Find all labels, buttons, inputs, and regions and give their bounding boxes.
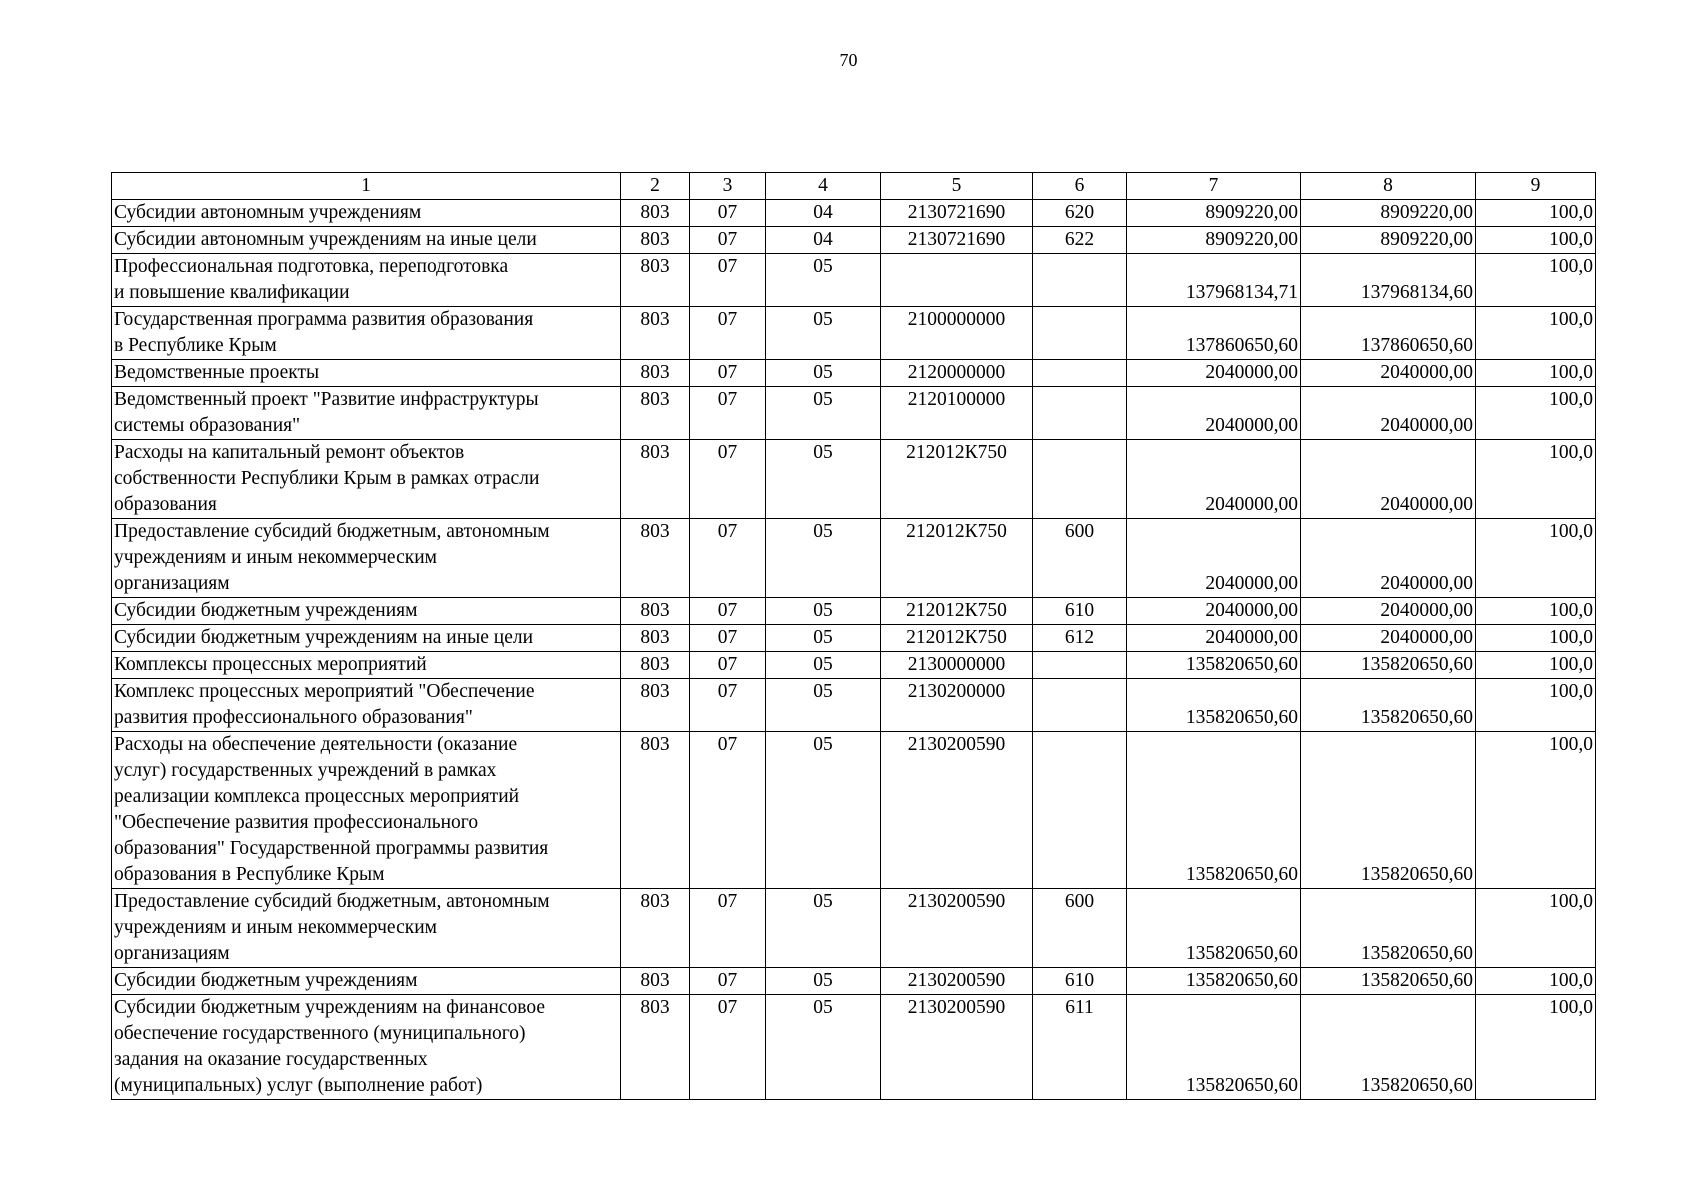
row-description: Государственная программа развития образования в Республике Крым xyxy=(112,307,621,360)
row-code-target: 2100000000 xyxy=(881,307,1033,360)
row-percent-executed: 100,0 xyxy=(1476,519,1596,598)
row-amount-planned: 137968134,71 xyxy=(1127,254,1301,307)
row-code-target: 212012К750 xyxy=(881,519,1033,598)
header-cell: 2 xyxy=(621,173,690,200)
row-code-expense-type: 610 xyxy=(1033,598,1127,625)
budget-table xyxy=(111,172,1596,1100)
row-amount-executed: 2040000,00 xyxy=(1301,598,1476,625)
row-code-expense-type xyxy=(1033,440,1127,519)
row-code-section: 07 xyxy=(690,387,766,440)
row-code-expense-type xyxy=(1033,387,1127,440)
header-cell: 3 xyxy=(690,173,766,200)
row-code-section: 07 xyxy=(690,968,766,995)
row-code-subsection: 05 xyxy=(766,625,881,652)
row-amount-executed: 2040000,00 xyxy=(1301,625,1476,652)
row-amount-executed: 137968134,60 xyxy=(1301,254,1476,307)
row-description: Ведомственные проекты xyxy=(112,360,621,387)
row-percent-executed: 100,0 xyxy=(1476,889,1596,968)
row-amount-planned: 8909220,00 xyxy=(1127,227,1301,254)
row-code-expense-type: 620 xyxy=(1033,200,1127,227)
row-code-subsection: 05 xyxy=(766,519,881,598)
row-amount-executed: 135820650,60 xyxy=(1301,889,1476,968)
row-description: Расходы на обеспечение деятельности (оказание услуг) государственных учреждений в рамках реализации комплекса процессных мероприятий "Обеспечение развития профессионального образования" Государственной программы развития образования в Республике Крым xyxy=(112,732,621,889)
row-code-section: 07 xyxy=(690,254,766,307)
row-description: Комплексы процессных мероприятий xyxy=(112,652,621,679)
table-row xyxy=(112,227,1596,254)
table-row xyxy=(112,968,1596,995)
row-code-target: 212012К750 xyxy=(881,440,1033,519)
row-amount-planned: 135820650,60 xyxy=(1127,732,1301,889)
row-amount-executed: 137860650,60 xyxy=(1301,307,1476,360)
row-code-subsection: 05 xyxy=(766,254,881,307)
row-code-subsection: 05 xyxy=(766,440,881,519)
table-row xyxy=(112,387,1596,440)
row-percent-executed: 100,0 xyxy=(1476,440,1596,519)
row-amount-executed: 135820650,60 xyxy=(1301,968,1476,995)
row-amount-executed: 2040000,00 xyxy=(1301,440,1476,519)
row-amount-executed: 135820650,60 xyxy=(1301,995,1476,1100)
row-code-ministry: 803 xyxy=(621,519,690,598)
header-cell: 4 xyxy=(766,173,881,200)
row-code-ministry: 803 xyxy=(621,679,690,732)
row-code-ministry: 803 xyxy=(621,732,690,889)
header-cell: 6 xyxy=(1033,173,1127,200)
row-code-section: 07 xyxy=(690,519,766,598)
row-code-ministry: 803 xyxy=(621,200,690,227)
row-code-expense-type xyxy=(1033,360,1127,387)
row-code-target: 2130200590 xyxy=(881,889,1033,968)
row-code-ministry: 803 xyxy=(621,652,690,679)
row-amount-planned: 2040000,00 xyxy=(1127,625,1301,652)
table-row xyxy=(112,652,1596,679)
row-code-ministry: 803 xyxy=(621,995,690,1100)
header-row xyxy=(112,173,1596,200)
table-row xyxy=(112,995,1596,1100)
row-code-section: 07 xyxy=(690,889,766,968)
row-code-ministry: 803 xyxy=(621,625,690,652)
row-amount-planned: 137860650,60 xyxy=(1127,307,1301,360)
row-percent-executed: 100,0 xyxy=(1476,625,1596,652)
table-row xyxy=(112,732,1596,889)
row-code-expense-type: 600 xyxy=(1033,519,1127,598)
row-code-section: 07 xyxy=(690,360,766,387)
row-code-expense-type: 622 xyxy=(1033,227,1127,254)
row-amount-executed: 8909220,00 xyxy=(1301,200,1476,227)
header-cell: 5 xyxy=(881,173,1033,200)
row-code-subsection: 05 xyxy=(766,995,881,1100)
row-percent-executed: 100,0 xyxy=(1476,254,1596,307)
row-code-subsection: 05 xyxy=(766,968,881,995)
row-code-target: 2120000000 xyxy=(881,360,1033,387)
table-row xyxy=(112,307,1596,360)
row-amount-planned: 135820650,60 xyxy=(1127,968,1301,995)
row-description: Комплекс процессных мероприятий "Обеспечение развития профессионального образования" xyxy=(112,679,621,732)
row-percent-executed: 100,0 xyxy=(1476,598,1596,625)
row-percent-executed: 100,0 xyxy=(1476,652,1596,679)
row-code-target xyxy=(881,254,1033,307)
row-description: Профессиональная подготовка, переподготовка и повышение квалификации xyxy=(112,254,621,307)
row-code-target: 212012К750 xyxy=(881,625,1033,652)
row-code-target: 2130000000 xyxy=(881,652,1033,679)
row-code-section: 07 xyxy=(690,200,766,227)
header-cell: 1 xyxy=(112,173,621,200)
row-percent-executed: 100,0 xyxy=(1476,360,1596,387)
table-row xyxy=(112,519,1596,598)
row-code-subsection: 05 xyxy=(766,598,881,625)
row-code-section: 07 xyxy=(690,307,766,360)
row-code-target: 2130200590 xyxy=(881,995,1033,1100)
row-amount-executed: 2040000,00 xyxy=(1301,519,1476,598)
row-percent-executed: 100,0 xyxy=(1476,200,1596,227)
row-code-expense-type xyxy=(1033,732,1127,889)
header-cell: 9 xyxy=(1476,173,1596,200)
table-row xyxy=(112,679,1596,732)
row-description: Субсидии бюджетным учреждениям xyxy=(112,968,621,995)
row-code-target: 2130721690 xyxy=(881,200,1033,227)
table-row xyxy=(112,625,1596,652)
row-code-expense-type: 600 xyxy=(1033,889,1127,968)
table-row xyxy=(112,360,1596,387)
row-code-subsection: 04 xyxy=(766,200,881,227)
row-percent-executed: 100,0 xyxy=(1476,387,1596,440)
row-code-target: 2130200590 xyxy=(881,732,1033,889)
row-code-expense-type xyxy=(1033,652,1127,679)
row-code-ministry: 803 xyxy=(621,227,690,254)
row-code-ministry: 803 xyxy=(621,598,690,625)
row-percent-executed: 100,0 xyxy=(1476,732,1596,889)
row-code-expense-type: 612 xyxy=(1033,625,1127,652)
page-number: 70 xyxy=(839,50,858,70)
row-amount-executed: 2040000,00 xyxy=(1301,387,1476,440)
row-code-subsection: 05 xyxy=(766,889,881,968)
row-amount-planned: 2040000,00 xyxy=(1127,387,1301,440)
table-body xyxy=(112,200,1596,1100)
row-amount-executed: 135820650,60 xyxy=(1301,732,1476,889)
header-cell: 8 xyxy=(1301,173,1476,200)
row-amount-planned: 2040000,00 xyxy=(1127,598,1301,625)
row-description: Расходы на капитальный ремонт объектов собственности Республики Крым в рамках отрасли образования xyxy=(112,440,621,519)
row-amount-executed: 2040000,00 xyxy=(1301,360,1476,387)
row-description: Субсидии автономным учреждениям на иные цели xyxy=(112,227,621,254)
row-code-section: 07 xyxy=(690,679,766,732)
row-code-section: 07 xyxy=(690,732,766,889)
row-code-subsection: 05 xyxy=(766,307,881,360)
row-amount-executed: 135820650,60 xyxy=(1301,679,1476,732)
row-code-ministry: 803 xyxy=(621,387,690,440)
row-description: Субсидии автономным учреждениям xyxy=(112,200,621,227)
row-code-section: 07 xyxy=(690,995,766,1100)
row-code-subsection: 05 xyxy=(766,652,881,679)
row-code-expense-type xyxy=(1033,307,1127,360)
row-code-subsection: 05 xyxy=(766,387,881,440)
row-amount-planned: 2040000,00 xyxy=(1127,519,1301,598)
row-code-target: 2130200000 xyxy=(881,679,1033,732)
row-amount-planned: 8909220,00 xyxy=(1127,200,1301,227)
row-amount-planned: 135820650,60 xyxy=(1127,652,1301,679)
row-code-subsection: 05 xyxy=(766,360,881,387)
header-cell: 7 xyxy=(1127,173,1301,200)
table-row xyxy=(112,598,1596,625)
row-code-target: 2130200590 xyxy=(881,968,1033,995)
row-code-ministry: 803 xyxy=(621,307,690,360)
row-description: Субсидии бюджетным учреждениям xyxy=(112,598,621,625)
row-code-target: 2130721690 xyxy=(881,227,1033,254)
row-code-section: 07 xyxy=(690,625,766,652)
row-description: Предоставление субсидий бюджетным, автономным учреждениям и иным некоммерческим организациям xyxy=(112,889,621,968)
row-amount-planned: 2040000,00 xyxy=(1127,360,1301,387)
row-code-ministry: 803 xyxy=(621,440,690,519)
table-row xyxy=(112,254,1596,307)
row-code-target: 212012К750 xyxy=(881,598,1033,625)
row-code-subsection: 04 xyxy=(766,227,881,254)
row-amount-planned: 135820650,60 xyxy=(1127,679,1301,732)
row-code-ministry: 803 xyxy=(621,889,690,968)
row-amount-planned: 2040000,00 xyxy=(1127,440,1301,519)
row-code-section: 07 xyxy=(690,440,766,519)
row-amount-executed: 8909220,00 xyxy=(1301,227,1476,254)
row-code-section: 07 xyxy=(690,652,766,679)
row-percent-executed: 100,0 xyxy=(1476,995,1596,1100)
row-code-subsection: 05 xyxy=(766,732,881,889)
table-row xyxy=(112,440,1596,519)
row-code-expense-type xyxy=(1033,679,1127,732)
row-amount-planned: 135820650,60 xyxy=(1127,889,1301,968)
row-amount-executed: 135820650,60 xyxy=(1301,652,1476,679)
row-code-target: 2120100000 xyxy=(881,387,1033,440)
row-code-expense-type: 611 xyxy=(1033,995,1127,1100)
row-code-ministry: 803 xyxy=(621,360,690,387)
row-code-subsection: 05 xyxy=(766,679,881,732)
row-code-expense-type xyxy=(1033,254,1127,307)
row-description: Предоставление субсидий бюджетным, автономным учреждениям и иным некоммерческим организациям xyxy=(112,519,621,598)
row-percent-executed: 100,0 xyxy=(1476,968,1596,995)
row-code-ministry: 803 xyxy=(621,254,690,307)
row-description: Субсидии бюджетным учреждениям на финансовое обеспечение государственного (муниципального) задания на оказание государственных (муниципальных) услуг (выполнение работ) xyxy=(112,995,621,1100)
row-percent-executed: 100,0 xyxy=(1476,679,1596,732)
row-amount-planned: 135820650,60 xyxy=(1127,995,1301,1100)
row-description: Субсидии бюджетным учреждениям на иные цели xyxy=(112,625,621,652)
row-code-expense-type: 610 xyxy=(1033,968,1127,995)
row-description: Ведомственный проект "Развитие инфраструктуры системы образования" xyxy=(112,387,621,440)
row-percent-executed: 100,0 xyxy=(1476,227,1596,254)
row-code-ministry: 803 xyxy=(621,968,690,995)
row-code-section: 07 xyxy=(690,227,766,254)
table-row xyxy=(112,200,1596,227)
table-row xyxy=(112,889,1596,968)
row-code-section: 07 xyxy=(690,598,766,625)
row-percent-executed: 100,0 xyxy=(1476,307,1596,360)
